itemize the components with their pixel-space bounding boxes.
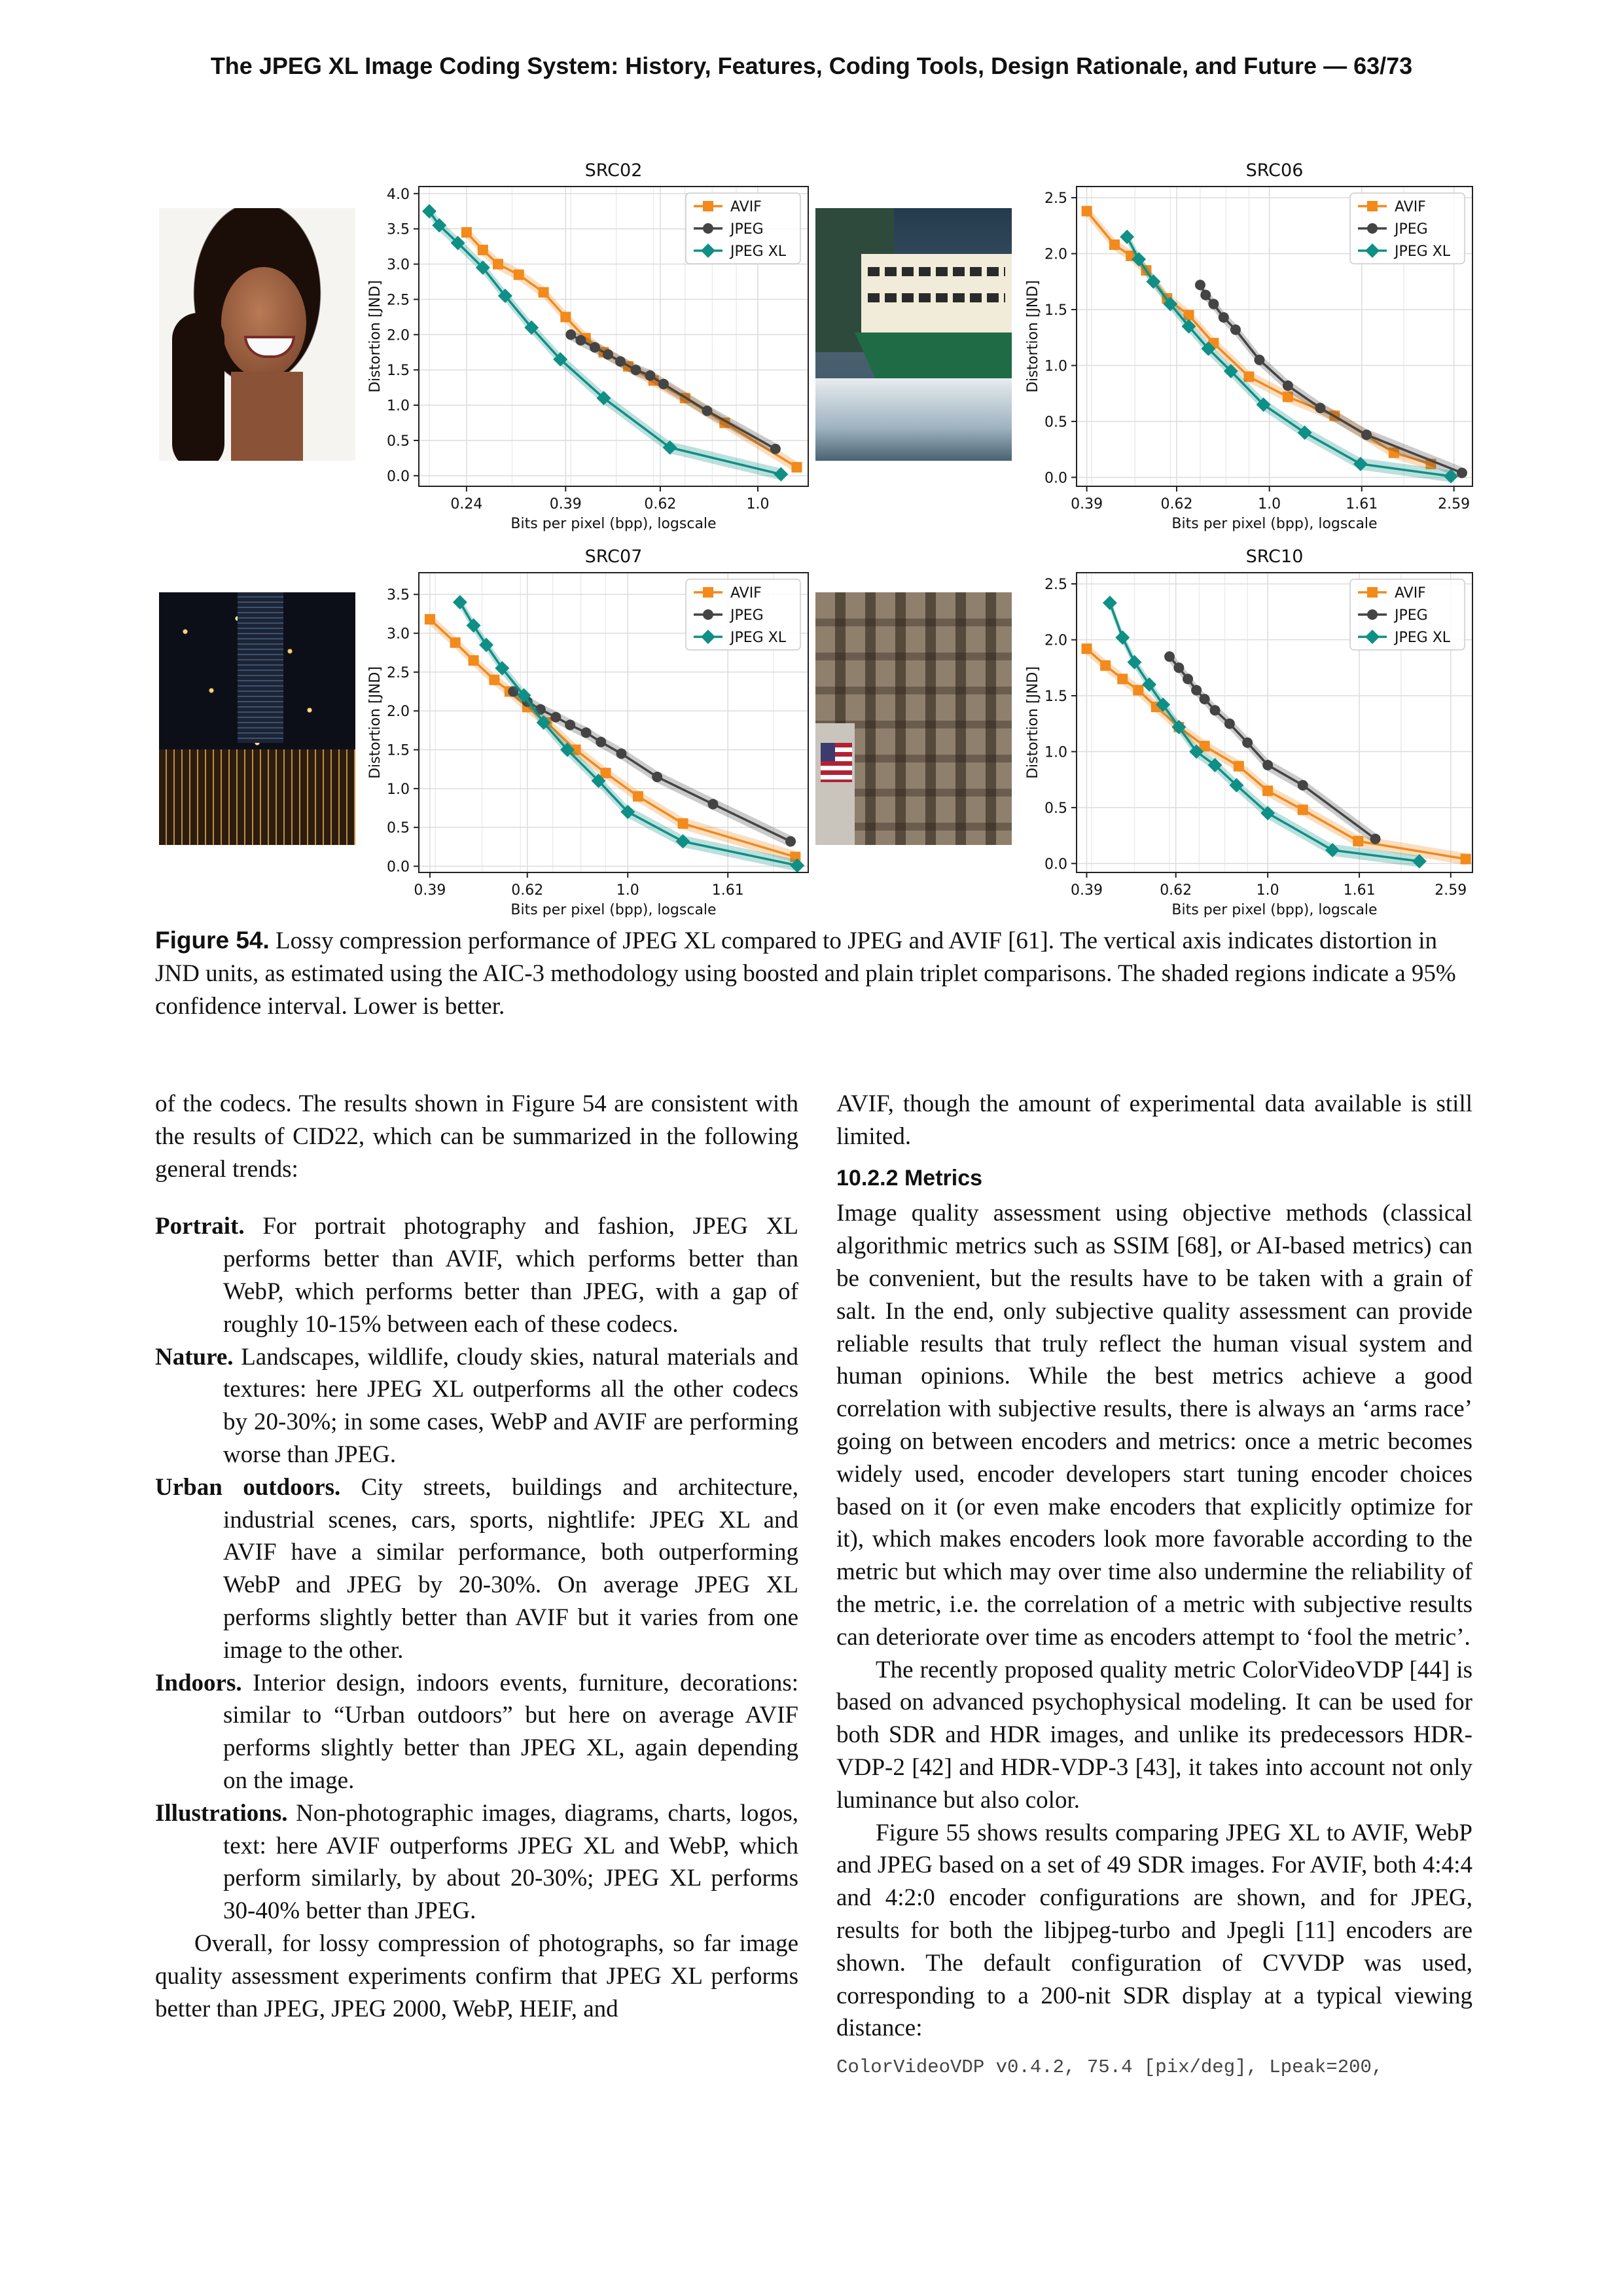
running-header: The JPEG XL Image Coding System: History, Features, Coding Tools, Design Rationale, and Future — 63/73 <box>210 52 1413 79</box>
data-point <box>590 342 600 353</box>
x-tick-label: 1.61 <box>1343 882 1376 899</box>
chart-title: SRC10 <box>1245 547 1304 567</box>
data-point <box>1283 380 1293 391</box>
x-axis-label: Bits per pixel (bpp), logscale <box>1171 516 1378 532</box>
trend-label: Urban outdoors. <box>155 1473 341 1501</box>
trend-text: City streets, buildings and architecture, industrial scenes, cars, sports, nightlife: JPEG XL and AVIF have a similar performance, both outperforming WebP and JPEG by 20-30%. On average JPEG XL performs slightly better than AVIF but it varies from one image to the other. <box>223 1473 798 1664</box>
data-point <box>631 365 641 375</box>
legend-marker <box>1367 587 1378 598</box>
y-tick-label: 0.5 <box>387 820 410 837</box>
data-point <box>1082 206 1092 217</box>
legend-label: AVIF <box>730 199 762 215</box>
metrics-paragraph-3: Figure 55 shows results comparing JPEG XL to AVIF, WebP and JPEG based on a set of 49 SDR images. For AVIF, both 4:4:4 and 4:2:0 encoder configurations are shown, and for JPEG, results for both the libjpeg-turbo and Jpegli [11] encoders are shown. The default configuration of CVVDP was used, corresponding to a 200-nit SDR display at a typical viewing distance: <box>836 1819 1472 2042</box>
x-tick-label: 1.61 <box>1346 496 1378 512</box>
y-axis-label: Distortion [JND] <box>367 666 383 779</box>
data-point <box>678 818 688 829</box>
chart-title: SRC07 <box>584 547 643 567</box>
legend-marker <box>703 223 713 234</box>
legend-marker <box>1367 201 1378 211</box>
y-tick-label: 1.5 <box>387 742 410 759</box>
data-point <box>633 791 643 802</box>
y-tick-label: 2.5 <box>387 292 410 309</box>
trend-label: Nature. <box>155 1343 234 1371</box>
metrics-paragraph-1: Image quality assessment using objective methods (classical algorithmic metrics such as SSIM [68], or AI-based metrics) can be convenient, but the results have to be taken with a grain of salt. In the end, only subjective quality assessment can provide reliable results that truly reflect the human visual system and human opinions. While the best metrics achieve a good correlation with subjective results, there is always an ‘arms race’ going on between encoders and metrics: once a metric becomes widely used, encoder developers start tuning encoder choices based on it (or even make encoders that explicitly optimize for it), which makes encoders look more favorable according to the metric but which may over time also undermine the reliability of the metric, i.e. the correlation of a metric with subjective results can deteriorate over time as encoders attempt to ‘fool the metric’. <box>836 1200 1472 1651</box>
trend-text: For portrait photography and fashion, JPEG XL performs better than AVIF, which performs better than WebP, which performs better than JPEG, with a gap of roughly 10-15% between each of these codecs. <box>223 1213 798 1338</box>
data-point <box>603 349 613 359</box>
right-continued: AVIF, though the amount of experimental data available is still limited. <box>836 1090 1472 1150</box>
trend-label: Portrait. <box>155 1213 245 1240</box>
y-tick-label: 1.5 <box>1044 302 1067 319</box>
y-tick-label: 0.0 <box>387 859 410 876</box>
chart-src02 <box>357 147 815 533</box>
y-tick-label: 1.0 <box>1044 358 1067 375</box>
x-tick-label: 1.0 <box>1256 882 1279 899</box>
cvvdp-config-code: ColorVideoVDP v0.4.2, 75.4 [pix/deg], Lpeak=200, <box>836 2056 1383 2079</box>
data-point <box>616 748 626 759</box>
legend-label: JPEG <box>1395 607 1428 624</box>
data-point <box>550 712 561 723</box>
data-point <box>1219 312 1229 323</box>
chart-title: SRC02 <box>584 160 643 181</box>
legend-label: AVIF <box>1395 585 1426 601</box>
trend-label: Indoors. <box>155 1669 242 1696</box>
chart-src02-svg <box>357 147 815 533</box>
y-tick-label: 2.5 <box>1044 577 1067 594</box>
data-point <box>615 356 626 367</box>
data-point <box>1262 760 1273 770</box>
y-tick-label: 2.5 <box>1044 190 1067 207</box>
confidence-band <box>430 613 795 863</box>
chart-src10-svg <box>1014 533 1479 920</box>
data-point <box>1254 355 1264 365</box>
x-tick-label: 1.0 <box>746 496 770 512</box>
x-tick-label: 0.62 <box>1160 496 1193 512</box>
x-tick-label: 0.39 <box>414 882 446 899</box>
night-city-photo <box>159 592 355 845</box>
data-point <box>1353 836 1363 846</box>
ferry-photo <box>815 208 1012 461</box>
x-tick-label: 0.62 <box>511 882 544 899</box>
y-tick-label: 2.0 <box>1044 246 1067 263</box>
trend-illustrations <box>155 1797 798 1928</box>
data-point <box>489 675 499 685</box>
portrait-photo <box>159 208 355 461</box>
trend-text: Landscapes, wildlife, cloudy skies, natural materials and textures: here JPEG XL outperforms all the other codecs by 20-30%; in some cases, WebP and AVIF are performing worse than JPEG. <box>223 1343 798 1468</box>
y-tick-label: 1.0 <box>387 398 410 415</box>
trend-text: Interior design, indoors events, furniture, decorations: similar to “Urban outdoors” but here on average AVIF performs slightly better than JPEG XL, again depending on the image. <box>223 1669 798 1794</box>
data-point <box>1200 290 1211 300</box>
y-axis-label: Distortion [JND] <box>1025 666 1041 779</box>
legend-label: JPEG <box>730 221 764 238</box>
y-tick-label: 2.5 <box>387 664 410 681</box>
trend-indoors <box>155 1667 798 1797</box>
data-point <box>1234 761 1244 772</box>
legend-label: JPEG XL <box>730 630 787 646</box>
y-tick-label: 0.0 <box>1044 856 1067 873</box>
y-tick-label: 2.0 <box>387 327 410 344</box>
y-tick-label: 3.5 <box>387 221 410 238</box>
data-point <box>1230 325 1241 335</box>
data-point <box>1200 694 1210 704</box>
legend-marker <box>1367 223 1378 234</box>
y-tick-label: 3.0 <box>387 626 410 643</box>
data-point <box>425 614 435 624</box>
data-point <box>1262 785 1273 796</box>
data-point <box>565 329 576 340</box>
y-tick-label: 3.0 <box>387 257 410 274</box>
chart-src06 <box>1014 147 1479 533</box>
data-point <box>1103 596 1117 610</box>
data-point <box>785 836 796 847</box>
left-overall: Overall, for lossy compression of photographs, so far image quality assessment experiments confirm that JPEG XL performs better than JPEG, JPEG 2000, WebP, HEIF, and <box>155 1929 798 2022</box>
figure-caption <box>155 924 1477 1023</box>
legend-marker <box>703 587 713 598</box>
data-point <box>565 720 575 730</box>
data-point <box>645 370 655 381</box>
y-tick-label: 1.5 <box>387 363 410 380</box>
figure-caption-text: Lossy compression performance of JPEG XL compared to JPEG and AVIF [61]. The vertical axis indicates distortion in JND units, as estimated using the AIC-3 methodology using boosted and plain triplet comparisons. The shaded regions indicate a 95% confidence interval. Lower is better. <box>155 927 1456 1020</box>
legend-label: AVIF <box>1395 199 1426 215</box>
x-tick-label: 0.39 <box>1070 882 1103 899</box>
x-tick-label: 2.59 <box>1438 496 1471 512</box>
data-point <box>770 444 781 454</box>
data-point <box>791 462 802 473</box>
x-tick-label: 0.24 <box>450 496 483 512</box>
trend-urban-outdoors <box>155 1471 798 1667</box>
data-point <box>1117 673 1128 684</box>
y-tick-label: 0.5 <box>387 433 410 450</box>
y-tick-label: 4.0 <box>387 186 410 203</box>
y-tick-label: 2.0 <box>387 704 410 721</box>
data-point <box>575 335 586 346</box>
legend-label: JPEG <box>730 607 764 624</box>
chart-src07-svg <box>357 533 815 920</box>
x-tick-label: 0.39 <box>549 496 582 512</box>
data-point <box>1133 685 1143 695</box>
data-point <box>1315 403 1325 413</box>
series-avif <box>425 613 800 863</box>
trend-nature <box>155 1341 798 1471</box>
x-axis-label: Bits per pixel (bpp), logscale <box>1171 902 1378 918</box>
data-point <box>652 772 662 782</box>
legend-marker <box>1367 609 1378 620</box>
legend-marker <box>703 609 713 620</box>
data-point <box>1109 240 1120 250</box>
data-point <box>493 259 503 270</box>
data-point <box>1210 705 1221 715</box>
data-point <box>1298 780 1308 791</box>
figure-label: Figure 54. <box>155 927 270 954</box>
data-point <box>1195 279 1205 290</box>
legend-label: JPEG XL <box>1395 243 1451 260</box>
data-point <box>702 406 713 416</box>
data-point <box>1457 467 1467 478</box>
right-column <box>836 1088 1472 2084</box>
data-point <box>478 245 488 255</box>
building-photo <box>815 592 1012 845</box>
legend-label: AVIF <box>730 585 762 601</box>
y-tick-label: 0.0 <box>387 468 410 485</box>
y-tick-label: 1.5 <box>1044 688 1067 705</box>
legend-label: JPEG <box>1395 221 1428 238</box>
trend-text: Non-photographic images, diagrams, charts, logos, text: here AVIF outperforms JPEG XL and WebP, which perform similarly, by about 20-30%; JPEG XL performs 30-40% better than JPEG. <box>223 1799 798 1925</box>
y-tick-label: 0.0 <box>1044 470 1067 487</box>
metrics-paragraph-2: The recently proposed quality metric ColorVideoVDP [44] is based on advanced psychophysical modeling. It can be used for both SDR and HDR images, and unlike its predecessors HDR-VDP-2 [42] and HDR-VDP-3 [43], it takes into account not only luminance but also color. <box>836 1656 1472 1814</box>
legend <box>1350 193 1465 264</box>
y-tick-label: 3.5 <box>387 587 410 604</box>
data-point <box>1224 719 1235 729</box>
data-point <box>539 287 549 298</box>
data-point <box>1100 660 1111 671</box>
data-point <box>1081 643 1092 654</box>
data-point <box>469 655 479 666</box>
left-intro: of the codecs. The results shown in Figure 54 are consistent with the results of CID22, which can be summarized in the following general trends: <box>155 1090 798 1183</box>
legend <box>686 579 800 650</box>
x-tick-label: 0.62 <box>644 496 677 512</box>
data-point <box>1461 853 1471 864</box>
data-point <box>461 227 472 238</box>
legend-label: JPEG XL <box>1395 630 1451 646</box>
x-tick-label: 2.59 <box>1435 882 1467 899</box>
data-point <box>514 270 524 280</box>
y-tick-label: 0.5 <box>1044 800 1067 817</box>
x-tick-label: 0.62 <box>1160 882 1192 899</box>
legend-marker <box>703 201 713 211</box>
x-axis-label: Bits per pixel (bpp), logscale <box>510 902 717 918</box>
chart-src07 <box>357 533 815 920</box>
y-axis-label: Distortion [JND] <box>367 280 383 393</box>
trend-portrait <box>155 1210 798 1340</box>
data-point <box>450 637 461 648</box>
data-point <box>1242 738 1253 748</box>
x-tick-label: 1.61 <box>711 882 744 899</box>
series-line <box>1127 237 1451 476</box>
data-point <box>581 727 592 738</box>
y-tick-label: 1.0 <box>1044 744 1067 761</box>
chart-title: SRC06 <box>1245 160 1304 181</box>
chart-src06-svg <box>1014 147 1479 533</box>
data-point <box>1164 651 1175 662</box>
trend-label: Illustrations. <box>155 1799 288 1827</box>
legend-label: JPEG XL <box>730 243 787 260</box>
x-tick-label: 1.0 <box>1258 496 1281 512</box>
data-point <box>707 799 718 810</box>
data-point <box>1361 429 1372 440</box>
data-point <box>1298 804 1308 815</box>
data-point <box>1183 673 1193 684</box>
data-point <box>1191 685 1202 695</box>
section-heading: 10.2.2 Metrics <box>836 1165 983 1191</box>
legend <box>1350 579 1465 650</box>
y-axis-label: Distortion [JND] <box>1025 280 1041 393</box>
data-point <box>596 737 606 747</box>
y-tick-label: 0.5 <box>1044 414 1067 431</box>
legend <box>686 193 800 264</box>
data-point <box>1173 662 1184 673</box>
data-point <box>600 768 611 778</box>
y-tick-label: 1.0 <box>387 781 410 798</box>
data-point <box>560 312 571 322</box>
x-axis-label: Bits per pixel (bpp), logscale <box>510 516 717 532</box>
chart-src10 <box>1014 533 1479 920</box>
left-column <box>155 1088 798 2025</box>
y-tick-label: 2.0 <box>1044 632 1067 649</box>
x-tick-label: 0.39 <box>1071 496 1103 512</box>
x-tick-label: 1.0 <box>616 882 639 899</box>
data-point <box>1208 298 1219 309</box>
data-point <box>1370 834 1381 844</box>
data-point <box>658 379 669 389</box>
